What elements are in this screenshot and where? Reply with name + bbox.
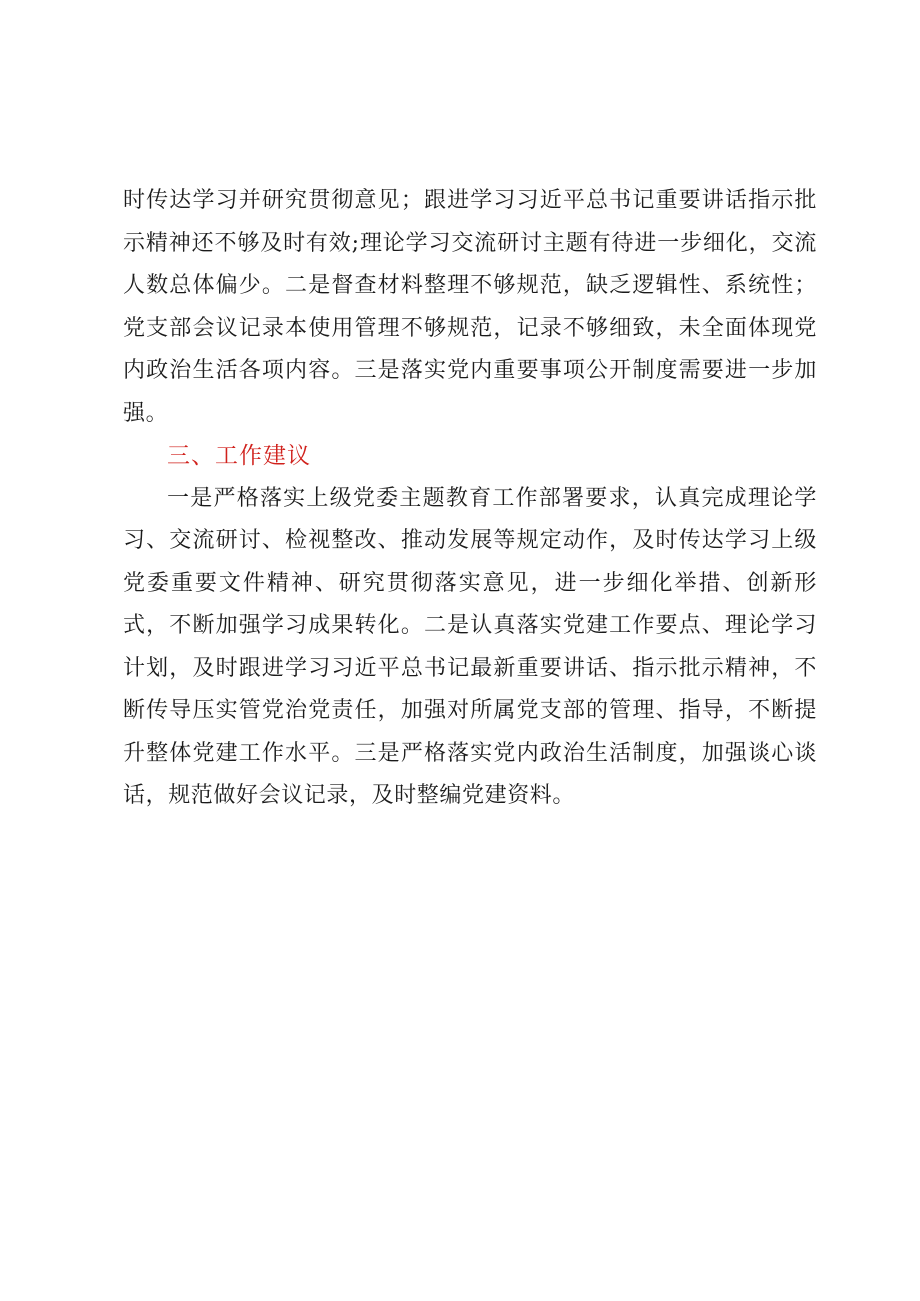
document-body — [123, 180, 817, 818]
paragraph-work-suggestions: 一是严格落实上级党委主题教育工作部署要求，认真完成理论学习、交流研讨、检视整改、推动发展等规定动作，及时传达学习上级党委重要文件精神、研究贯彻落实意见，进一步细化举措、创新形式，不断加强学习成果转化。二是认真落实党建工作要点、理论学习计划，及时跟进学习习近平总书记最新重要讲话、指示批示精神，不断传导压实管党治党责任，加强对所属党支部的管理、指导，不断提升整体党建工作水平。三是严格落实党内政治生活制度，加强谈心谈话，规范做好会议记录，及时整编党建资料。 — [123, 485, 817, 808]
paragraph-issues-continued: 时传达学习并研究贯彻意见；跟进学习习近平总书记重要讲话指示批示精神还不够及时有效;理论学习交流研讨主题有待进一步细化，交流人数总体偏少。二是督查材料整理不够规范，缺乏逻辑性、系统性；党支部会议记录本使用管理不够规范，记录不够细致，未全面体现党内政治生活各项内容。三是落实党内重要事项公开制度需要进一步加强。 — [123, 188, 817, 426]
section-heading-work-suggestions: 三、工作建议 — [167, 443, 311, 469]
